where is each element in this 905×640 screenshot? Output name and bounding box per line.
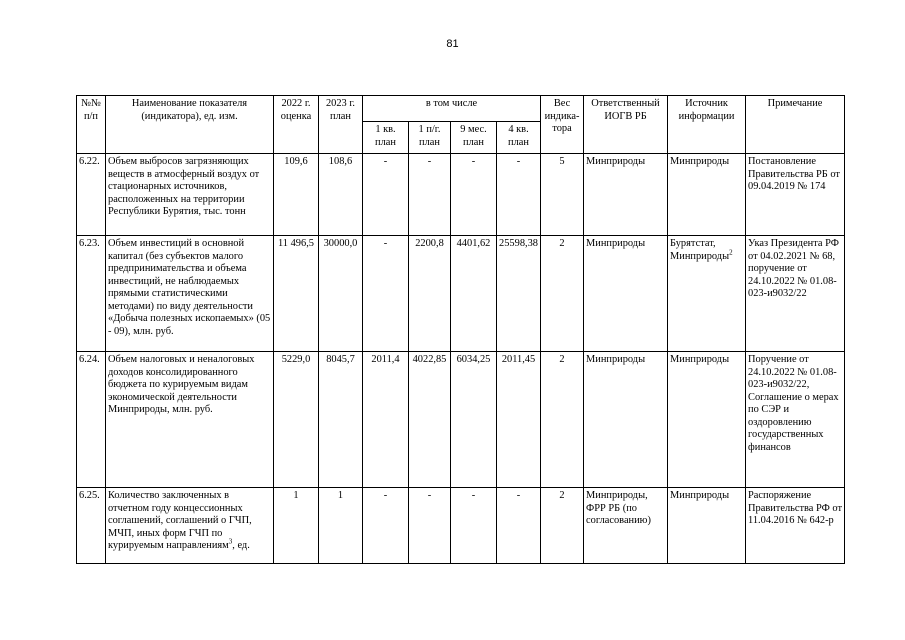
- row-q4: -: [497, 154, 541, 236]
- row-num: 6.22.: [77, 154, 106, 236]
- table-row: [77, 488, 845, 564]
- row-2022: 11 496,5: [274, 236, 319, 352]
- row-num: 6.24.: [77, 352, 106, 488]
- row-name: Объем налоговых и неналоговых доходов консолидированного бюджета по курируемым видам экономической деятельности Минприроды, млн. руб.: [106, 352, 274, 488]
- table-row: [77, 236, 845, 352]
- table-row: [77, 154, 845, 236]
- header-9m: 9 мес. план: [451, 122, 497, 154]
- row-h1: -: [409, 488, 451, 564]
- row-h1: -: [409, 154, 451, 236]
- row-responsible: Минприроды, ФРР РБ (по согласованию): [584, 488, 668, 564]
- row-q1: -: [363, 154, 409, 236]
- table-row: [77, 352, 845, 488]
- page-number: 81: [446, 38, 459, 50]
- header-note: Примечание: [746, 96, 845, 154]
- row-source-text: Бурятстат, Минприроды: [670, 238, 730, 262]
- row-source: [668, 236, 746, 352]
- row-source-text: Минприроды: [670, 156, 730, 167]
- row-9m: -: [451, 154, 497, 236]
- row-q1: -: [363, 488, 409, 564]
- indicators-table: [76, 95, 845, 564]
- row-num: 6.25.: [77, 488, 106, 564]
- row-q4: 2011,45: [497, 352, 541, 488]
- row-2023: 8045,7: [319, 352, 363, 488]
- header-h1: 1 п/г. план: [409, 122, 451, 154]
- row-source: [668, 488, 746, 564]
- row-9m: 6034,25: [451, 352, 497, 488]
- row-9m: -: [451, 488, 497, 564]
- row-responsible: Минприроды: [584, 352, 668, 488]
- row-2023: 1: [319, 488, 363, 564]
- header-including: в том числе: [363, 96, 541, 122]
- header-source: Источник информации: [668, 96, 746, 154]
- header-q1: 1 кв. план: [363, 122, 409, 154]
- row-weight: 2: [541, 352, 584, 488]
- header-q4: 4 кв. план: [497, 122, 541, 154]
- footnote-mark: 2: [729, 248, 733, 257]
- row-2023: 30000,0: [319, 236, 363, 352]
- row-weight: 2: [541, 236, 584, 352]
- row-name-text: Количество заключенных в отчетном году концессионных соглашений, соглашений о ГЧП, МЧП, иных форм ГЧП по курируемым направлениям: [108, 490, 252, 551]
- header-weight: Вес индика- тора: [541, 96, 584, 154]
- row-9m: 4401,62: [451, 236, 497, 352]
- row-name: [106, 488, 274, 564]
- row-note: Постановление Правительства РБ от 09.04.2019 № 174: [746, 154, 845, 236]
- footnote-mark: 3: [228, 537, 233, 546]
- row-q1: -: [363, 236, 409, 352]
- row-q4: -: [497, 488, 541, 564]
- header-name: Наименование показателя (индикатора), ед. изм.: [106, 96, 274, 154]
- row-responsible: Минприроды: [584, 236, 668, 352]
- row-source-text: Минприроды: [670, 354, 730, 365]
- row-2022: 109,6: [274, 154, 319, 236]
- row-weight: 2: [541, 488, 584, 564]
- header-2022: 2022 г. оценка: [274, 96, 319, 154]
- row-source-text: Минприроды: [670, 490, 730, 501]
- row-weight: 5: [541, 154, 584, 236]
- row-note: Поручение от 24.10.2022 № 01.08-023-и9032/22, Соглашение о мерах по СЭР и оздоровлению государственных финансов: [746, 352, 845, 488]
- row-name: Объем инвестиций в основной капитал (без субъектов малого предпринимательства и объема инвестиций, не наблюдаемых прямыми статистическими методами) по виду деятельности «Добыча полезных ископаемых» (05 - 09), млн. руб.: [106, 236, 274, 352]
- row-responsible: Минприроды: [584, 154, 668, 236]
- header-2023: 2023 г. план: [319, 96, 363, 154]
- row-name: Объем выбросов загрязняющих веществ в атмосферный воздух от стационарных источников, расположенных на территории Республики Бурятия, тыс. тонн: [106, 154, 274, 236]
- row-note: Указ Президента РФ от 04.02.2021 № 68, поручение от 24.10.2022 № 01.08-023-и9032/22: [746, 236, 845, 352]
- header-responsible: Ответственный ИОГВ РБ: [584, 96, 668, 154]
- row-2023: 108,6: [319, 154, 363, 236]
- row-source: [668, 352, 746, 488]
- row-q4: 25598,38: [497, 236, 541, 352]
- row-source: [668, 154, 746, 236]
- row-name-unit: , ед.: [232, 540, 250, 551]
- row-h1: 2200,8: [409, 236, 451, 352]
- header-num: №№ п/п: [77, 96, 106, 154]
- row-2022: 5229,0: [274, 352, 319, 488]
- row-note: Распоряжение Правительства РФ от 11.04.2016 № 642-р: [746, 488, 845, 564]
- row-h1: 4022,85: [409, 352, 451, 488]
- row-q1: 2011,4: [363, 352, 409, 488]
- row-2022: 1: [274, 488, 319, 564]
- row-num: 6.23.: [77, 236, 106, 352]
